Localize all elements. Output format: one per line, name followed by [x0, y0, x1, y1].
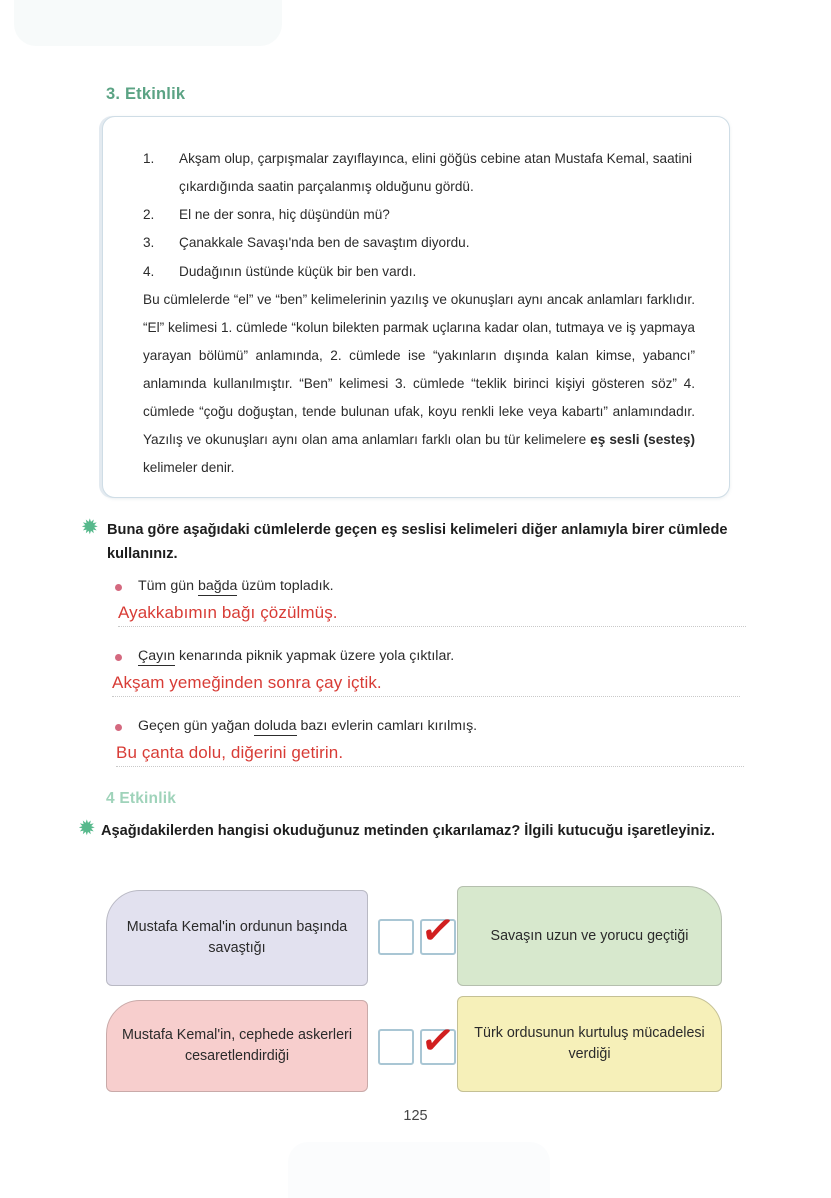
numbered-sentence — [143, 201, 695, 229]
question-sentence — [110, 717, 750, 737]
answer-writing-line[interactable] — [116, 743, 744, 767]
checkbox-row2-left[interactable] — [378, 1029, 414, 1065]
sentence-text: Çanakkale Savaşı'nda ben de savaştım diyordu. — [179, 235, 470, 251]
sentence-prefix: Geçen gün yağan — [138, 718, 254, 734]
numbered-sentence — [143, 258, 695, 286]
explanation-text-before: Bu cümlelerde “el” ve “ben” kelimelerinin yazılış ve okunuşları aynı ancak anlamları farklıdır. “El” kelimesi 1. cümlede “kolun bilekten parmak uçlarına kadar olan, tutmaya ve iş yapmaya yarayan bölümü” anlamında, 2. cümlede ise “yakınların dışında kalan kimse, yabancı” anlamında kullanılmıştır. “Ben” kelimesi 3. cümlede “teklik birinci kişiyi gösteren söz” 4. cümlede “çoğu doğuştan, tende bulunan ufak, koyu renkli leke veya kabartı” anlamındadır. Yazılış ve okunuşları aynı olan ama anlamları farklı olan bu tür kelimelere — [143, 291, 695, 448]
option-box-2[interactable] — [457, 886, 722, 986]
sentence-number: 1. — [143, 151, 155, 166]
activity-3-instruction: Buna göre aşağıdaki cümlelerde geçen eş seslisi kelimeleri diğer anlamıyla birer cümlede kullanınız. — [107, 522, 728, 562]
highlighted-word: bağda — [197, 578, 238, 594]
option-box-4[interactable] — [457, 996, 722, 1092]
reading-text-box — [102, 116, 730, 498]
list-bullet-icon — [115, 584, 122, 591]
check-mark-icon: ✓ — [418, 1016, 458, 1066]
highlighted-word: doluda — [253, 718, 297, 734]
handwritten-answer: Akşam yemeğinden sonra çay içtik. — [112, 672, 382, 692]
reading-text-content — [143, 145, 695, 483]
activity-3-heading: 3. Etkinlik — [106, 85, 186, 103]
option-label: Mustafa Kemal'in ordunun başında savaştığı — [126, 919, 348, 956]
check-mark-icon: ✓ — [418, 906, 458, 956]
option-label: Mustafa Kemal'in, cephede askerleri cesaretlendirdiği — [121, 1027, 352, 1064]
numbered-sentence — [143, 145, 695, 201]
question-item — [110, 647, 750, 697]
list-bullet-icon — [115, 724, 122, 731]
question-item — [110, 717, 750, 767]
sentence-text: Akşam olup, çarpışmalar zayıflayınca, elini göğüs cebine atan Mustafa Kemal, saatini çıkardığında saatin parçalanmış olduğunu gördü. — [179, 151, 693, 195]
option-label: Savaşın uzun ve yorucu geçtiği — [490, 927, 689, 944]
question-sentence — [110, 577, 750, 597]
list-bullet-icon — [115, 654, 122, 661]
explanation-text-after: kelimeler denir. — [143, 460, 235, 476]
key-term: eş sesli (sesteş) — [590, 432, 695, 448]
sentence-text: El ne der sonra, hiç düşündün mü? — [179, 207, 390, 223]
handwritten-answer: Bu çanta dolu, diğerini getirin. — [116, 742, 344, 762]
activity-4-heading: 4 Etkinlik — [106, 790, 177, 807]
sentence-prefix: Tüm gün — [138, 578, 198, 594]
sentence-suffix: üzüm topladık. — [237, 578, 334, 594]
activity-4-instruction: Aşağıdakilerden hangisi okuduğunuz metinden çıkarılamaz? İlgili kutucuğu işaretleyiniz. — [101, 823, 715, 839]
sentence-suffix: kenarında piknik yapmak üzere yola çıktılar. — [175, 648, 455, 664]
page-bottom-decoration — [288, 1142, 550, 1198]
checkbox-row1-right[interactable] — [420, 919, 456, 955]
handwritten-answer: Ayakkabımın bağı çözülmüş. — [118, 602, 338, 622]
sentence-suffix: bazı evlerin camları kırılmış. — [296, 718, 478, 734]
page-top-decoration — [14, 0, 282, 46]
numbered-sentence — [143, 229, 695, 257]
sentence-number: 2. — [143, 207, 155, 223]
option-box-3[interactable] — [106, 1000, 368, 1092]
page-number: 125 — [403, 1108, 428, 1124]
option-label: Türk ordusunun kurtuluş mücadelesi verdiği — [474, 1025, 705, 1062]
question-item — [110, 577, 750, 627]
checkbox-row1-left[interactable] — [378, 919, 414, 955]
option-box-1[interactable] — [106, 890, 368, 986]
star-bullet-icon: ✹ — [78, 817, 96, 840]
highlighted-word: Çayın — [138, 648, 176, 664]
sentence-number: 3. — [143, 235, 155, 251]
sentence-number: 4. — [143, 263, 155, 279]
answer-writing-line[interactable] — [118, 603, 746, 627]
checkbox-row2-right[interactable] — [420, 1029, 456, 1065]
answer-writing-line[interactable] — [112, 673, 740, 697]
explanation-paragraph — [143, 286, 695, 483]
star-bullet-icon: ✹ — [81, 516, 99, 539]
question-sentence — [110, 647, 750, 667]
sentence-text: Dudağının üstünde küçük bir ben vardı. — [179, 263, 417, 279]
